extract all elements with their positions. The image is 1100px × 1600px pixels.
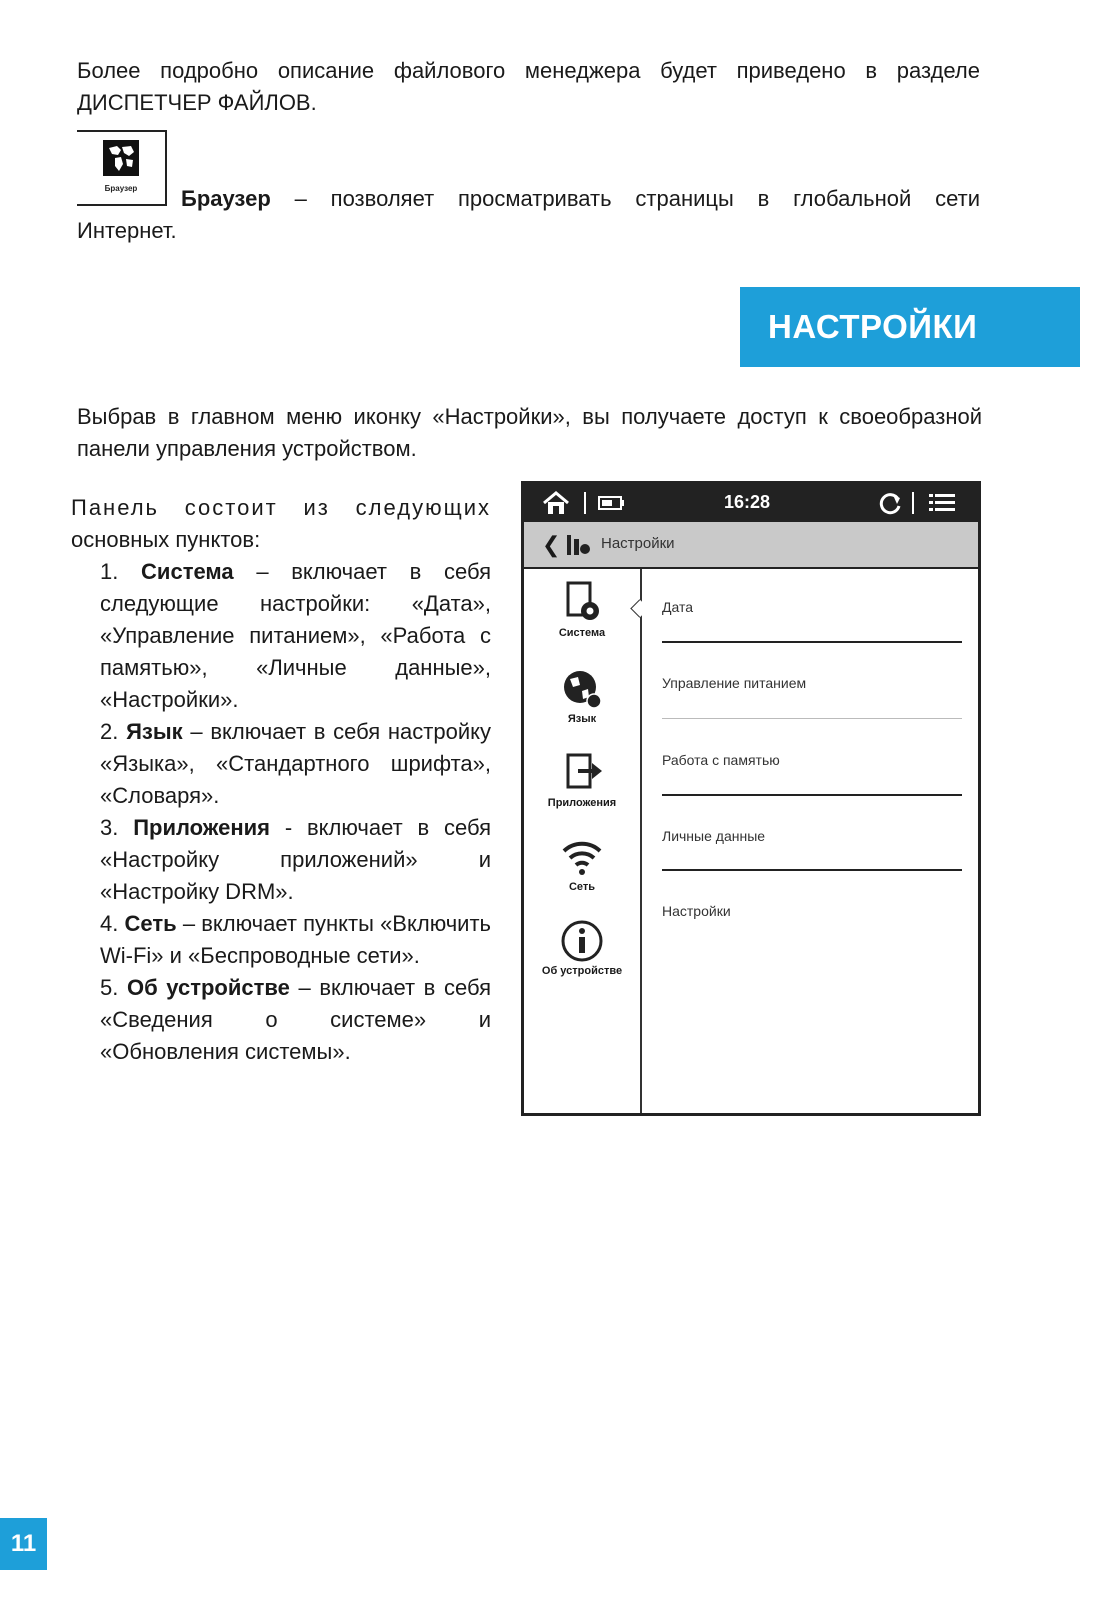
item-number: 2. — [100, 719, 119, 744]
battery-icon — [596, 490, 628, 516]
sidebar-item-system[interactable] — [524, 581, 640, 639]
item-number: 4. — [100, 911, 119, 936]
item-title: Сеть — [124, 911, 177, 936]
menu-item-power[interactable]: Управление питанием — [662, 675, 807, 691]
sidebar-item-apps[interactable] — [524, 751, 640, 809]
sidebar-label: Язык — [567, 713, 597, 725]
home-icon[interactable] — [542, 490, 574, 516]
section-heading: НАСТРОЙКИ — [740, 287, 1080, 367]
device-screenshot — [521, 481, 981, 1116]
status-divider — [584, 492, 586, 514]
file-manager-note — [77, 55, 980, 119]
item-text: – включает в себя настройку «Языка», «Стандартного шрифта», «Словаря». — [100, 719, 491, 808]
file-manager-note-line2: ДИСПЕТЧЕР ФАЙЛОВ. — [77, 90, 317, 115]
menu-divider — [662, 641, 962, 643]
item-title: Система — [141, 559, 234, 584]
settings-tools-icon — [564, 531, 592, 557]
sidebar-item-about[interactable] — [524, 919, 640, 977]
menu-divider — [662, 869, 962, 871]
globe-language-icon — [558, 667, 606, 711]
settings-list — [100, 556, 491, 1068]
file-manager-note-line1: Более подробно описание файлового менеджера будет приведено в разделе — [77, 58, 980, 83]
page-number: 11 — [0, 1518, 47, 1570]
panel-intro-line2: основных пунктов: — [71, 527, 261, 552]
menu-list-icon[interactable] — [926, 490, 958, 516]
sidebar-item-language[interactable] — [524, 667, 640, 725]
globe-icon — [103, 140, 139, 176]
clock: 16:28 — [724, 492, 771, 512]
browser-title: Браузер — [181, 186, 271, 211]
settings-sidebar — [524, 569, 642, 1113]
browser-description-line1 — [181, 183, 980, 215]
sidebar-label: Сеть — [568, 881, 596, 893]
info-icon — [558, 919, 606, 963]
sidebar-label: Об устройстве — [541, 965, 623, 977]
wifi-icon — [558, 835, 606, 879]
screen-title: Настройки — [601, 535, 675, 552]
list-item — [100, 972, 491, 1068]
item-number: 3. — [100, 815, 119, 840]
menu-item-date[interactable]: Дата — [662, 599, 694, 615]
back-icon[interactable]: ❮ — [542, 532, 561, 557]
menu-divider — [662, 718, 962, 719]
menu-item-settings[interactable]: Настройки — [662, 903, 731, 919]
menu-item-personal-data[interactable]: Личные данные — [662, 828, 766, 844]
list-item — [100, 908, 491, 972]
refresh-icon[interactable] — [876, 490, 904, 516]
menu-divider — [662, 794, 962, 796]
device-gear-icon — [558, 581, 606, 625]
item-text: - включает в себя «Настройку приложений» и «Настройку DRM». — [100, 815, 491, 904]
sidebar-item-network[interactable] — [524, 835, 640, 893]
panel-intro — [71, 492, 491, 556]
item-title: Приложения — [133, 815, 270, 840]
sidebar-label: Приложения — [547, 797, 617, 809]
browser-description — [77, 183, 980, 247]
browser-text-line1: – позволяет просматривать страницы в глобальной сети — [294, 186, 980, 211]
list-item — [100, 812, 491, 908]
menu-item-memory[interactable]: Работа с памятью — [662, 752, 780, 768]
item-title: Об устройстве — [126, 975, 290, 1000]
title-bar — [524, 522, 978, 569]
panel-intro-line1: Панель состоит из следующих — [71, 495, 491, 520]
status-bar — [524, 484, 978, 522]
settings-intro: Выбрав в главном меню иконку «Настройки», вы получаете доступ к своеобразной панели управления устройством. — [77, 404, 982, 461]
item-text: – включает в себя «Сведения о системе» и «Обновления системы». — [100, 975, 491, 1064]
item-title: Язык — [126, 719, 183, 744]
item-text: – включает пункты «Включить Wi-Fi» и «Беспроводные сети». — [100, 911, 491, 968]
list-item — [100, 556, 491, 716]
browser-text-line2: Интернет. — [77, 218, 177, 243]
item-number: 1. — [100, 559, 119, 584]
item-number: 5. — [100, 975, 119, 1000]
list-item — [100, 716, 491, 812]
status-divider — [912, 492, 914, 514]
apps-export-icon — [558, 751, 606, 795]
sidebar-label: Система — [558, 627, 606, 639]
browser-icon-caption: Браузер — [104, 184, 138, 193]
item-text: – включает в себя следующие настройки: «Дата», «Управление питанием», «Работа с памятью», «Личные данные», «Настройки». — [100, 559, 491, 712]
